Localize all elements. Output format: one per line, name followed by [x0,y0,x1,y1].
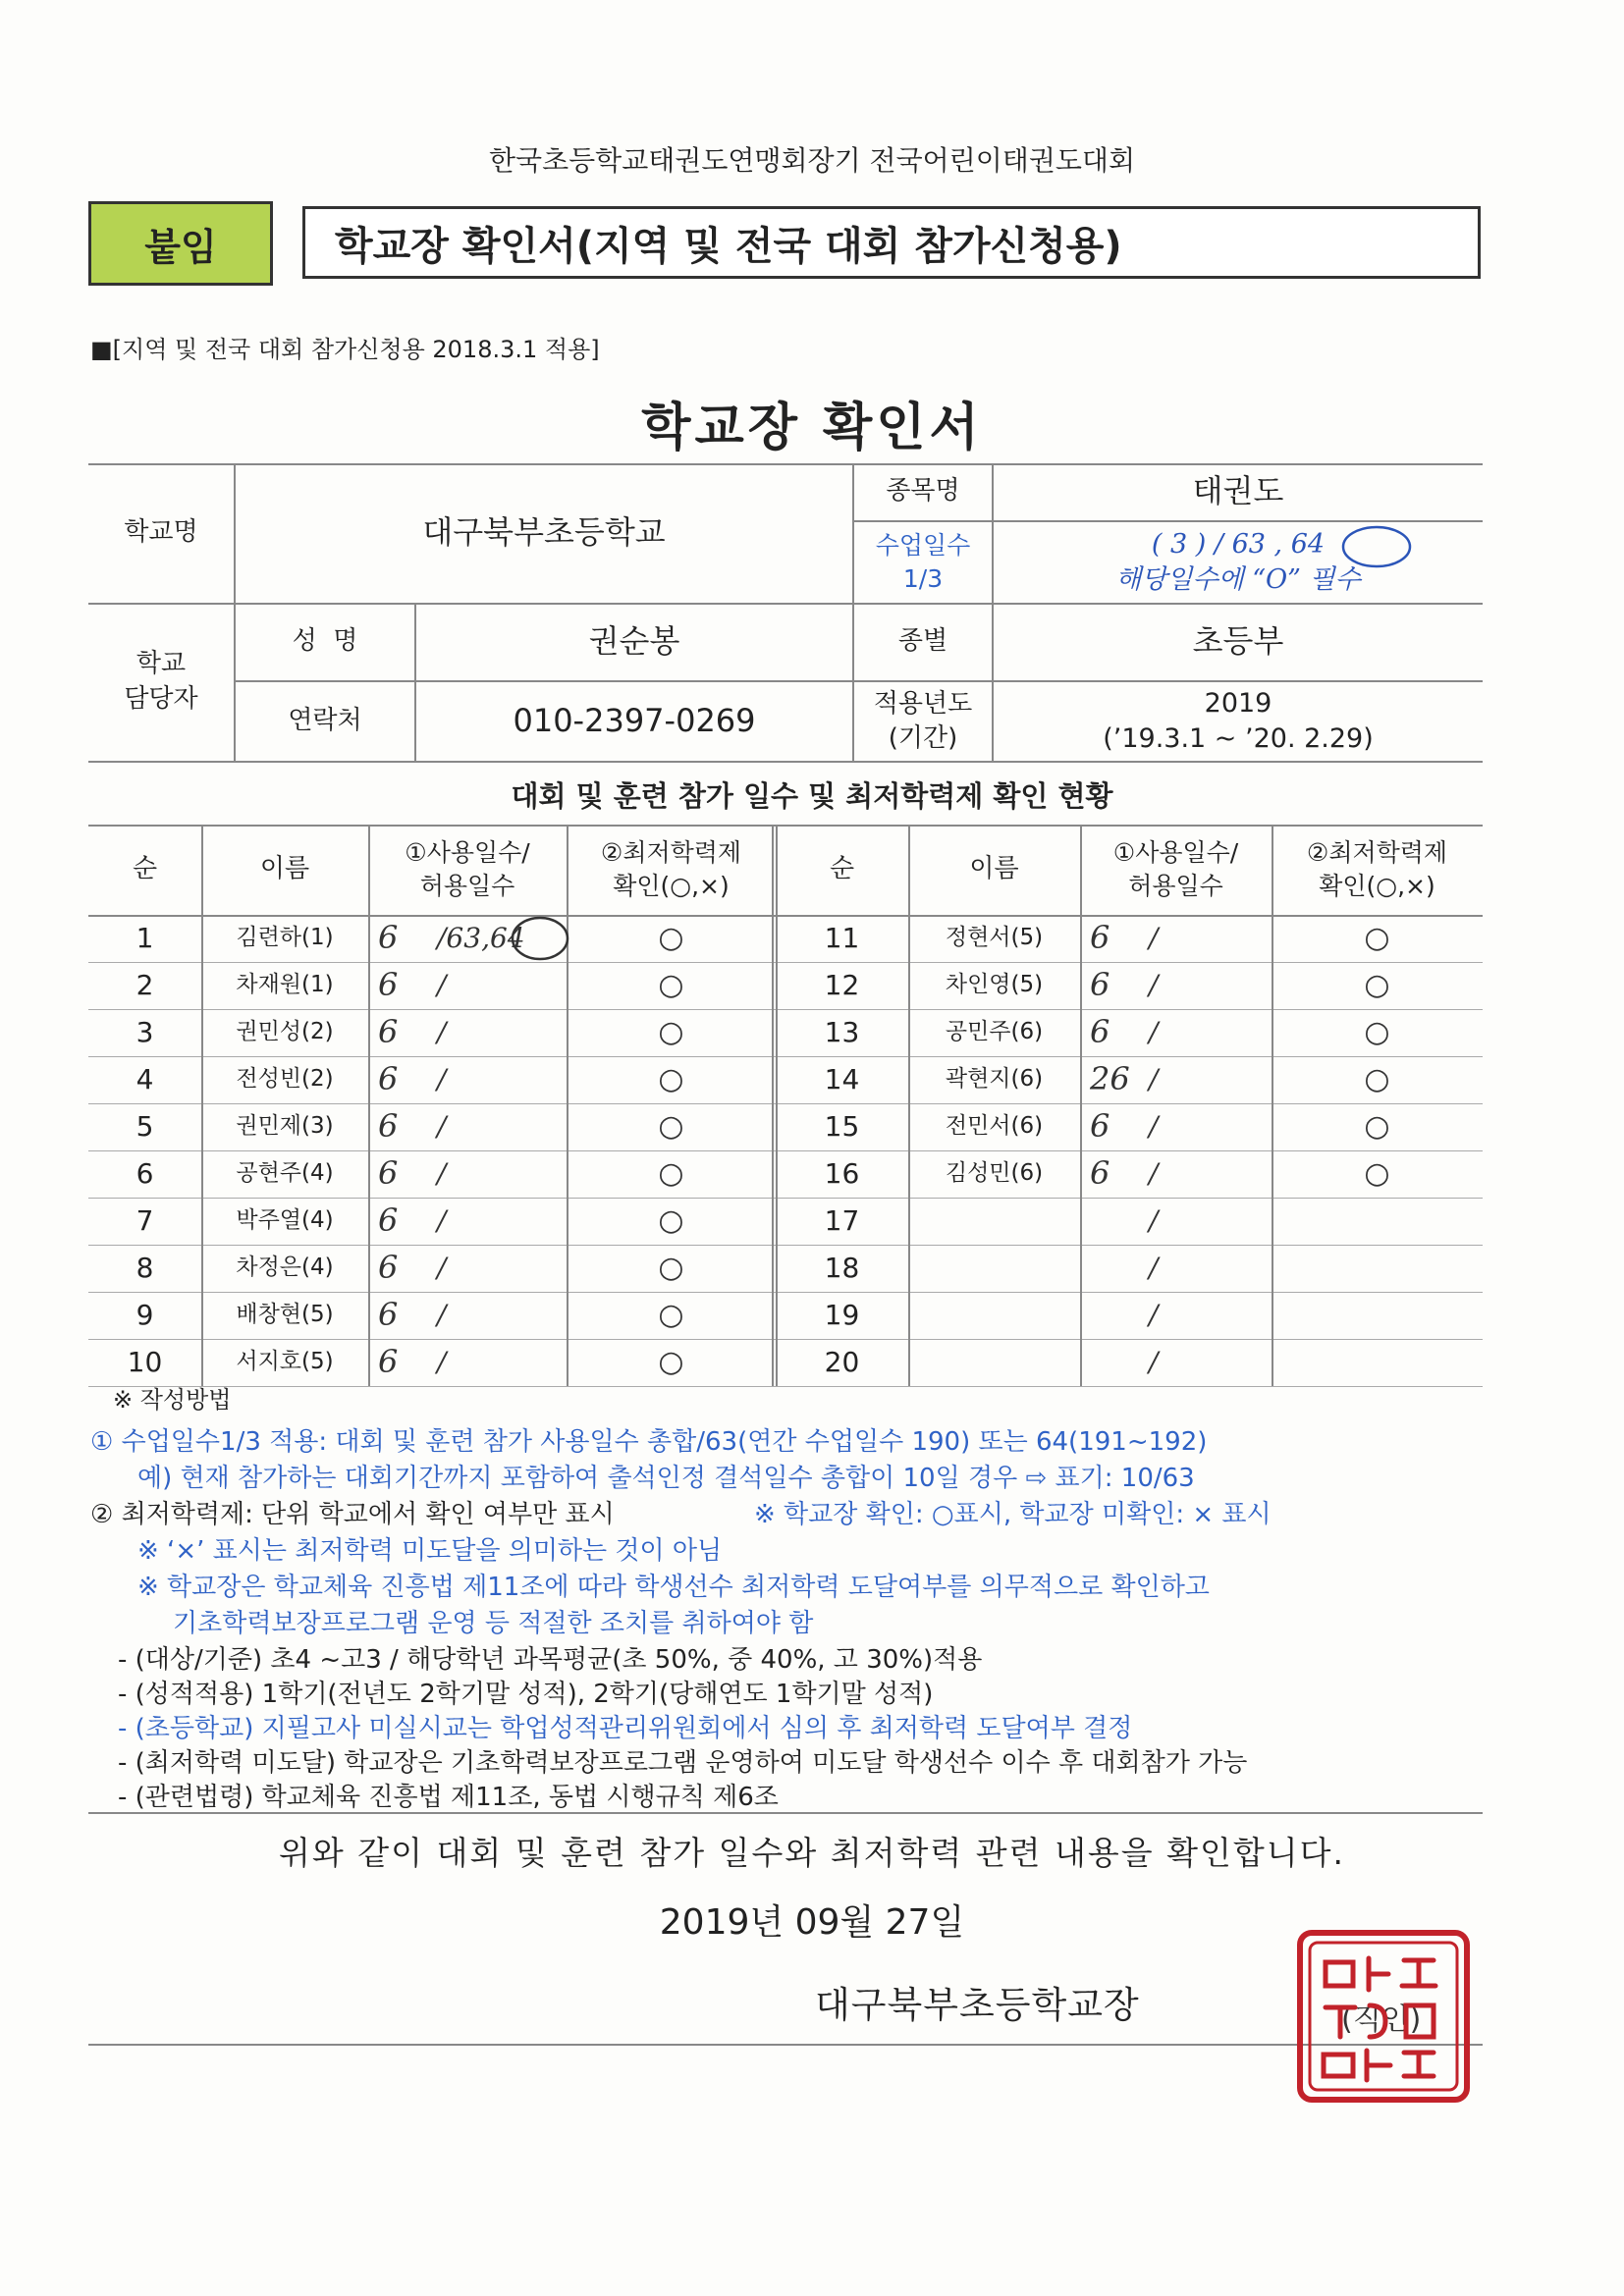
instruction-line-7: - (대상/기준) 초4 ~고3 / 해당학년 과목평균(초 50%, 중 40%, 고 30%)적용 [118,1645,983,1675]
row-student-name [908,1245,1080,1292]
row-student-name: 곽현지(6) [945,1066,1044,1093]
row-allowed-days: / [437,1016,447,1049]
row-grade-check: ○ [658,1250,684,1285]
row-number: 1 [135,922,154,955]
instruction-line-3a: ② 최저학력제: 단위 학교에서 확인 여부만 표시 [90,1500,615,1529]
header-days-line1: ①사용일수/ [1112,838,1239,868]
instruction-line-5: ※ 학교장은 학교체육 진흥법 제11조에 따라 학생선수 최저학력 도달여부를 의무적으로 확인하고 [137,1573,1210,1602]
bottom-line [88,2044,1483,2046]
row-grade-check: ○ [658,920,684,955]
circled-64-row-mark [509,915,571,962]
row-used-days: 6 [1090,1154,1110,1193]
row-used-days: 6 [1090,1013,1110,1051]
instruction-line-8: - (성적적용) 1학기(전년도 2학기말 성적), 2학기(당해연도 1학기말 성적) [118,1680,934,1709]
header-check-line2: 확인(○,×) [1319,872,1435,900]
year-value-line2: (’19.3.1 ~ ’20. 2.29) [1103,723,1374,754]
row-allowed-days: / [1149,1016,1159,1049]
row-allowed-days: / [1149,922,1159,955]
row-student-name: 공현주(4) [236,1160,334,1187]
seal-label: (직인) [1341,2002,1422,2037]
school-name-value: 대구북부초등학교 [422,513,666,552]
row-number: 19 [824,1299,860,1332]
staff-name-label: 성 명 [292,625,358,656]
row-student-name [908,1292,1080,1339]
row-student-name: 차인영(5) [945,972,1044,998]
staff-label [88,603,234,761]
row-used-days: 6 [1090,1107,1110,1146]
circled-64-mark [1337,522,1416,571]
row-number: 12 [824,969,860,1002]
staff-label-line2: 담당자 [124,683,198,714]
instructions-heading: ※ 작성방법 [113,1386,232,1414]
class-days-label-line1: 수업일수 [875,531,971,561]
table-caption: 대회 및 훈련 참가 일수 및 최저학력제 확인 현황 [511,779,1113,813]
header-name-right: 이름 [969,854,1019,884]
row-used-days: 6 [378,1107,399,1146]
row-used-days: 6 [378,919,399,957]
header-check-line1: ②최저학력제 [600,838,742,868]
row-allowed-days: / [437,1299,447,1332]
row-grade-check: ○ [658,1014,684,1049]
event-title: 한국초등학교태권도연맹회장기 전국어린이태권도대회 [488,144,1136,177]
division-value: 초등부 [1192,621,1284,660]
row-student-name: 공민주(6) [945,1019,1044,1045]
year-label-line2: (기간) [888,723,958,753]
row-student-name: 김성민(6) [945,1160,1044,1187]
row-grade-check: ○ [1364,1155,1390,1191]
issue-date: 2019년 09월 27일 [659,1902,965,1943]
row-used-days: 6 [378,1343,399,1381]
row-grade-check: ○ [658,1108,684,1144]
principal-signer: 대구북부초등학교장 [815,1984,1140,2026]
row-allowed-days: / [1149,1346,1159,1379]
row-student-name: 차재원(1) [236,972,334,998]
row-number: 18 [824,1252,860,1285]
row-number: 17 [824,1204,860,1238]
row-student-name: 권민제(3) [236,1113,334,1140]
class-days-note: 해당일수에 “O” 필수 [1115,564,1361,595]
row-allowed-days: / [437,1063,447,1096]
row-number: 20 [824,1346,860,1379]
row-used-days: 6 [1090,966,1110,1004]
divider-line [88,1812,1483,1814]
row-student-name: 서지호(5) [236,1349,334,1375]
class-days-label [854,522,992,603]
row-allowed-days: / [1149,969,1159,1002]
staff-label-line1: 학교 [135,649,187,679]
row-allowed-days: / [1149,1299,1159,1332]
row-number: 16 [824,1157,860,1191]
row-allowed-days: / [437,1157,447,1191]
instruction-line-11: - (관련법령) 학교체육 진흥법 제11조, 동법 시행규칙 제6조 [118,1783,779,1812]
school-name-label: 학교명 [124,517,198,548]
row-used-days: 6 [378,1296,399,1334]
document-title: 학교장 확인서 [641,399,983,457]
row-allowed-days: / [1149,1252,1159,1285]
instruction-line-9: - (초등학교) 지필고사 미실시교는 학업성적관리위원회에서 심의 후 최저학력 도달여부 결정 [118,1714,1133,1743]
instruction-line-2: 예) 현재 참가하는 대회기간까지 포함하여 출석인정 결석일수 총합이 10일 경우 ⇨ 표기: 10/63 [137,1464,1195,1493]
header-check-line2: 확인(○,×) [613,872,730,900]
row-number: 6 [135,1157,154,1191]
sport-label: 종목명 [886,476,960,507]
contact-label: 연락처 [288,706,362,736]
row-student-name [908,1198,1080,1245]
class-days-count: ( 3 ) / 63 , 64 [1151,528,1326,560]
row-allowed-days: / [1149,1157,1159,1191]
division-label: 종별 [897,625,948,656]
row-student-name: 배창현(5) [236,1302,334,1328]
row-allowed-days: / [437,1252,447,1285]
year-value-line1: 2019 [1204,687,1272,719]
row-grade-check [1272,1245,1483,1292]
row-student-name: 권민성(2) [236,1019,334,1045]
row-number: 11 [824,922,860,955]
header-days-line1: ①사용일수/ [405,838,530,868]
row-number: 9 [135,1299,154,1332]
row-grade-check: ○ [658,967,684,1002]
contact-value: 010-2397-0269 [513,702,756,740]
row-grade-check: ○ [1364,1014,1390,1049]
row-grade-check: ○ [658,1155,684,1191]
row-student-name [908,1339,1080,1386]
row-grade-check: ○ [658,1344,684,1379]
year-label [854,682,992,761]
staff-name-value: 권순봉 [588,621,680,660]
row-grade-check: ○ [658,1297,684,1332]
header-check-right [1272,825,1483,915]
form-version-note: ■[지역 및 전국 대회 참가신청용 2018.3.1 적용] [90,336,600,363]
row-number: 10 [127,1346,163,1379]
row-grade-check: ○ [658,1202,684,1238]
row-allowed-days: / [437,969,447,1002]
row-number: 13 [824,1016,860,1049]
header-days-line2: 허용일수 [1128,872,1223,900]
row-used-days: 6 [1090,919,1110,957]
row-allowed-days: / [1149,1110,1159,1144]
header-days-left [368,825,567,915]
row-allowed-days: / [1149,1204,1159,1238]
row-grade-check: ○ [1364,1061,1390,1096]
header-no-left: 순 [132,854,158,884]
header-no-right: 순 [829,854,855,884]
row-number: 15 [824,1110,860,1144]
header-days-right [1080,825,1272,915]
official-seal-icon [1296,1929,1471,2104]
row-number: 3 [135,1016,154,1049]
row-student-name: 김련하(1) [236,925,334,951]
row-student-name: 박주열(4) [236,1207,334,1234]
instruction-line-4: ※ ‘×’ 표시는 최저학력 미도달을 의미하는 것이 아님 [137,1536,723,1566]
row-grade-check [1272,1198,1483,1245]
row-student-name: 차정은(4) [236,1255,334,1281]
row-used-days: 6 [378,1201,399,1240]
sport-value: 태권도 [1192,472,1284,510]
row-number: 4 [135,1063,154,1096]
row-grade-check: ○ [1364,1108,1390,1144]
instruction-line-10: - (최저학력 미도달) 학교장은 기초학력보장프로그램 운영하여 미도달 학생선수 이수 후 대회참가 가능 [118,1748,1248,1778]
row-number: 2 [135,969,154,1002]
row-grade-check: ○ [1364,967,1390,1002]
row-grade-check [1272,1292,1483,1339]
row-used-days: 6 [378,1249,399,1287]
row-grade-check: ○ [658,1061,684,1096]
year-value [994,682,1483,761]
class-days-label-line2: 1/3 [902,564,944,593]
row-used-days: 6 [378,1154,399,1193]
confirmation-statement: 위와 같이 대회 및 훈련 참가 일수와 최저학력 관련 내용을 확인합니다. [279,1834,1345,1872]
row-student-name: 전민서(6) [945,1113,1044,1140]
row-number: 7 [135,1204,154,1238]
row-number: 5 [135,1110,154,1144]
row-number: 8 [135,1252,154,1285]
box-title: 학교장 확인서(지역 및 전국 대회 참가신청용) [302,206,1481,279]
row-used-days: 6 [378,1060,399,1098]
attachment-tag: 붙임 [88,201,273,286]
row-used-days: 6 [378,966,399,1004]
row-student-name: 전성빈(2) [236,1066,334,1093]
row-grade-check [1272,1339,1483,1386]
row-used-days: 26 [1090,1060,1130,1098]
row-student-name: 정현서(5) [945,925,1044,951]
row-allowed-days: / [1149,1063,1159,1096]
row-grade-check: ○ [1364,920,1390,955]
header-days-line2: 허용일수 [419,872,515,900]
row-allowed-days: / [437,1346,447,1379]
header-check-left [567,825,776,915]
header-check-line1: ②최저학력제 [1306,838,1448,868]
instruction-line-6: 기초학력보장프로그램 운영 등 적절한 조치를 취하여야 함 [173,1609,814,1638]
header-name-left: 이름 [259,854,310,884]
table-rule [88,1386,1483,1387]
row-allowed-days: / [437,1110,447,1144]
row-allowed-days: / [437,1204,447,1238]
row-number: 14 [824,1063,860,1096]
year-label-line1: 적용년도 [873,688,973,719]
instruction-line-3b: ※ 학교장 확인: ○표시, 학교장 미확인: × 표시 [754,1500,1272,1529]
row-allowed-days: /63,64 [437,922,525,955]
row-used-days: 6 [378,1013,399,1051]
instruction-line-1: ① 수업일수1/3 적용: 대회 및 훈련 참가 사용일수 총합/63(연간 수업일수 190) 또는 64(191~192) [90,1427,1208,1457]
